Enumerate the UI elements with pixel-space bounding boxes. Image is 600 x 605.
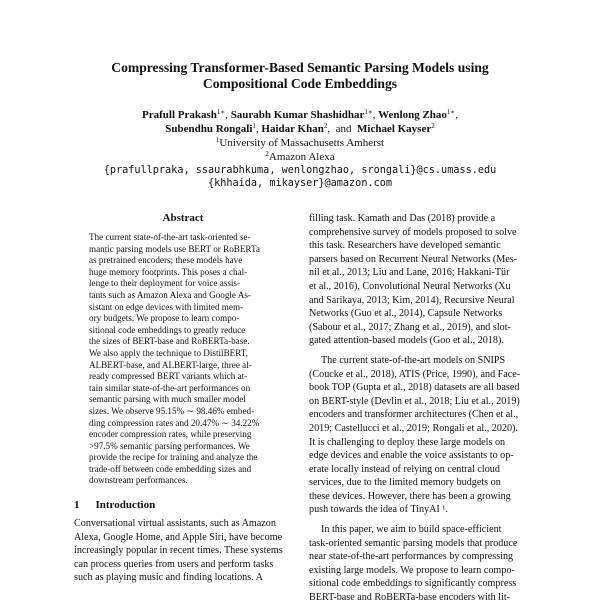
author-mark: 1∗ [364,108,373,116]
author-name: Michael Kayser [357,123,432,135]
text-line: downstream performances. [89,475,188,486]
author-mark: 1∗ [216,108,226,116]
author-name: Wenlong Zhao [378,109,447,121]
text-line: encoders and transformer architectures (Chen et al., [309,409,519,421]
text-line: It is challenging to deploy these large models on [309,436,506,448]
text-line: comprehensive survey of models proposed to solve [309,226,517,238]
affiliation [0,150,600,164]
author-mark: 2 [323,122,328,130]
separator: , [455,109,458,121]
abstract-heading: Abstract [162,212,204,224]
text-line: The current state-of-the-art task-oriented se- [89,232,251,242]
email-line: {khhaida, mikayser}@amazon.com [207,178,392,189]
text-line: sizes. We observe 95.15% ∼ 98.46% embed- [89,405,255,416]
author-name: Prafull Prakash [142,109,217,121]
text-line: near state-of-the-art performances by compressing [309,551,514,563]
separator: , [327,123,331,135]
section-title: Introduction [95,499,156,512]
affiliation-mark: 1 [215,136,220,144]
separator: , [372,109,376,121]
author-mark: 2 [431,122,435,130]
text-line: edge devices and enable the voice assistants to op- [309,450,514,462]
separator: , [255,123,259,135]
paper-title [0,60,600,92]
text-line: et al., 2016), Convolutional Neural Networks (Xu [309,280,511,292]
author-mark: 1 [252,122,256,130]
affiliation-name: University of Massachusetts Amherst [219,137,385,149]
text-line: increasingly popular in recent times. These systems [74,545,283,557]
right-column [309,212,527,605]
section-number: 1 [74,499,80,512]
author-name: Haidar Khan [261,123,324,135]
text-line: We also apply the technique to DistilBERT, [89,347,248,358]
author-name: Subendhu Rongali [165,123,253,135]
text-line: filling task. Kamath and Das (2018) provide a [309,213,496,224]
text-line: services, due to the limited memory budgets on [309,477,501,489]
text-line: 2019; Castellucci et al., 2019; Rongali et al., 2020). [309,422,518,434]
text-line: ory budgets. We propose to learn compo- [89,313,240,324]
text-line: these devices. However, there has been a growing [309,490,511,502]
intro-body [74,517,292,585]
paper-header [0,60,600,190]
text-line: >97.5% semantic parsing performances. We [89,440,250,451]
author-line [0,108,600,122]
affiliation [0,136,600,150]
text-line: on BERT-style (Devlin et al., 2018; Liu et al., 2019) [309,395,520,407]
text-line: ding compression rates and 20.47% ∼ 34.22% [89,417,260,428]
affiliation-name: Amazon Alexa [268,151,335,163]
text-line: (Sabour et al., 2017; Zhang et al., 2019), and slot- [309,321,511,333]
text-line: and Sarikaya, 2013; Kim, 2014), Recursive Neural [309,294,515,306]
text-line: erate locally instead of relying on central cloud [309,463,500,475]
text-line: can process queries from users and perform tasks [74,558,274,570]
text-line: sitional code embeddings to significantly compress [309,578,517,590]
text-line: In this paper, we aim to build space-efficient [321,524,502,536]
text-line: The current state-of-the-art models on SNIPS [321,354,506,366]
text-line: trade-off between code embedding sizes and [89,463,252,474]
text-line: Networks (Guo et al., 2014), Capsule Networks [309,308,503,320]
text-line: push towards the idea of TinyAI ¹. [309,504,448,516]
text-line: mantic parsing models use BERT or RoBERTa [89,243,260,254]
author-line [0,122,600,136]
text-line: parsers based on Recurrent Neural Networks (Mes- [309,253,518,265]
text-line: gated attention-based models (Goo et al., 2018). [309,335,504,347]
author-name: Saurabh Kumar Shashidhar [230,109,365,121]
text-line: this task. Researchers have developed semantic [309,240,501,252]
title-line: Compositional Code Embeddings [202,76,398,91]
author-list [0,108,600,136]
text-line: Conversational virtual assistants, such as Amazon [74,518,276,530]
title-line: Compressing Transformer-Based Semantic Parsing Models using [111,60,489,75]
body-paragraph [309,212,527,348]
text-line: ALBERT-base, and ALBERT-large, three al- [89,359,252,370]
text-line: sitional code embeddings to greatly reduce [89,324,246,335]
section-heading [74,499,292,511]
text-line: (Coucke et al., 2018), ATIS (Price, 1990), and Face- [309,368,521,380]
text-line: book TOP (Gupta et al., 2018) datasets are all based [309,382,520,394]
author-mark: 1∗ [446,108,456,116]
text-line: huge memory footprints. This poses a chal- [89,266,248,277]
text-line: sistant on edge devices with limited mem- [89,301,244,312]
conjunction: and [335,123,352,135]
text-line: the sizes of BERT-base and RoBERTa-base. [89,336,250,347]
body-paragraph [309,523,527,605]
text-line: provide the recipe for training and analyze the [89,452,258,463]
text-line: encoder compression rates, while preserving [89,429,252,440]
text-line: semantic parsing with much smaller model [89,394,246,405]
text-line: such as playing music and finding locations. A [74,572,263,584]
abstract-body [89,232,277,487]
text-line: tants such as Amazon Alexa and Google As- [89,289,251,300]
text-line: as pretrained encoders; these models have [89,255,243,266]
text-line: nil et al., 2013; Liu and Lane, 2016; Hakkani-Tür [309,267,510,279]
affiliation-mark: 2 [265,150,269,158]
text-line: Alexa, Google Home, and Apple Siri, have become [74,531,283,543]
email-line: {prafullpraka, ssaurabhkuma, wenlongzhao, srongali}@cs.umass.edu [103,165,497,176]
text-line: task-oriented semantic parsing models that produce [309,537,518,549]
text-line: lenge to their deployment for voice assis- [89,278,241,289]
text-line: tain similar state-of-the-art performances on [89,382,251,393]
text-line: ready compressed BERT variants which at- [89,371,248,382]
body-paragraph [309,354,527,517]
left-column [74,212,292,585]
separator: , [225,109,228,121]
text-line: existing large models. We propose to learn compo- [309,564,515,576]
text-line: BERT-base and RoBERTa-base encoders with lit- [309,592,510,604]
